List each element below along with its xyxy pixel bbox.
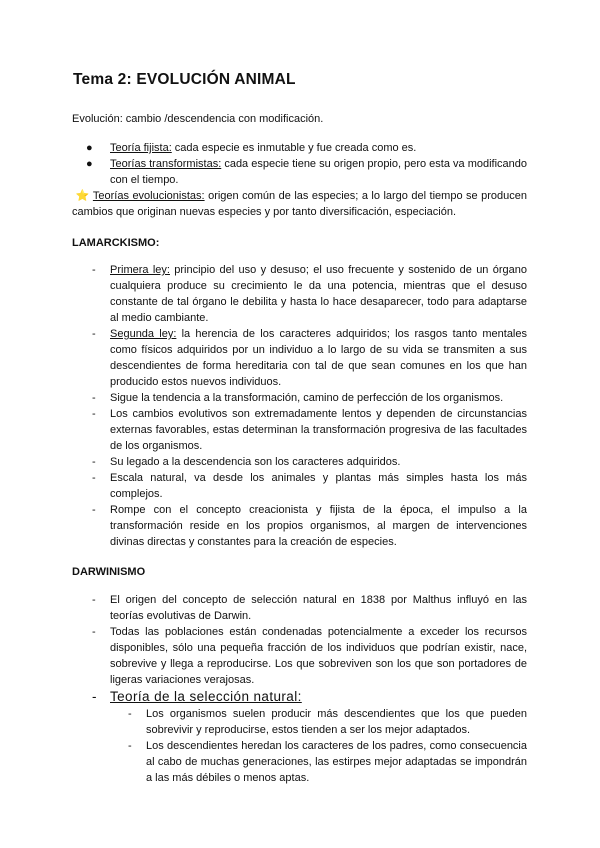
list-item xyxy=(128,738,527,786)
lamarck-heading: LAMARCKISMO: xyxy=(72,237,160,249)
item-label: Segunda ley: xyxy=(110,328,177,340)
evolutionist-paragraph xyxy=(72,188,527,220)
selection-heading: Teoría de la selección natural: xyxy=(110,689,302,704)
list-item xyxy=(92,326,527,390)
dash-marker: - xyxy=(92,594,96,606)
dash-marker: - xyxy=(92,456,96,468)
dash-marker: - xyxy=(92,626,96,638)
item-text: El origen del concepto de selección natural en 1838 por Malthus influyó en las teorías evolutivas de Darwin. xyxy=(110,594,527,622)
item-text: Su legado a la descendencia son los caracteres adquiridos. xyxy=(110,456,401,468)
list-item xyxy=(92,592,527,624)
list-item xyxy=(92,502,527,550)
list-item xyxy=(92,406,527,454)
lamarck-list xyxy=(92,262,527,550)
list-item xyxy=(92,262,527,326)
item-text: la herencia de los caracteres adquiridos; los rasgos tanto mentales como físicos adquiridos por un individuo a lo largo de su vida se transmiten a sus descendientes de forma hereditaria con tal de que sean comunes en los que han producido estos nuevos individuos. xyxy=(110,328,527,388)
list-item xyxy=(92,624,527,688)
darwin-heading: DARWINISMO xyxy=(72,566,146,578)
intro-text: Evolución: cambio /descendencia con modificación. xyxy=(72,113,324,125)
item-text: Rompe con el concepto creacionista y fijista de la época, el impulso a la transformación reside en los propios organismos, al margen de intervenciones divinas directas y constantes para la creación de especies. xyxy=(110,504,527,548)
list-item xyxy=(92,390,527,406)
item-text: Todas las poblaciones están condenadas potencialmente a exceder los recursos disponibles, sólo una pequeña fracción de los individuos que podrían existir, nace, sobrevive y llega a reproducirse. Los que sobreviven son los que son portadores de ligeras variaciones verajosas. xyxy=(110,626,527,686)
item-label: Primera ley: xyxy=(110,264,170,276)
dash-marker: - xyxy=(92,689,97,704)
selection-list xyxy=(128,706,527,786)
page-title: Tema 2: EVOLUCIÓN ANIMAL xyxy=(73,71,296,88)
dash-marker: - xyxy=(92,328,96,340)
item-text: Los organismos suelen producir más descendientes que los que pueden sobrevivir y reproducirse, estos tienden a ser los mejor adaptados. xyxy=(146,708,527,736)
dash-marker: - xyxy=(128,740,132,752)
dash-marker: - xyxy=(92,264,96,276)
list-item xyxy=(92,470,527,502)
item-text: Sigue la tendencia a la transformación, camino de perfección de los organismos. xyxy=(110,392,504,404)
list-item xyxy=(92,688,527,706)
dash-marker: - xyxy=(92,504,96,516)
item-text: principio del uso y desuso; el uso frecuente y sostenido de un órgano cualquiera produce su crecimiento le da una potencia, mientras que el desuso constante de tal órgano le debilita y hasta lo hace desaparecer, todo para adaptarse al medio cambiante. xyxy=(110,264,527,324)
dash-marker: - xyxy=(92,408,96,420)
dash-marker: - xyxy=(92,472,96,484)
list-item xyxy=(128,706,527,738)
item-label: Teoría fijista: xyxy=(110,142,172,154)
item-label: Teorías transformistas: xyxy=(110,158,222,170)
list-item xyxy=(92,454,527,470)
dash-marker: - xyxy=(92,392,96,404)
list-item xyxy=(86,140,527,156)
darwin-list xyxy=(92,592,527,706)
item-label: Teorías evolucionistas: xyxy=(92,190,205,202)
bullet-marker: ● xyxy=(86,142,93,154)
list-item xyxy=(86,156,527,188)
item-text: Escala natural, va desde los animales y plantas más simples hasta los más complejos. xyxy=(110,472,527,500)
theories-list xyxy=(86,140,527,188)
item-text: Los descendientes heredan los caracteres de los padres, como consecuencia al cabo de muchas generaciones, las estirpes mejor adaptadas se impondrán a las más débiles o menos aptas. xyxy=(146,740,527,784)
item-text: origen común de las especies; a lo largo del tiempo se producen cambios que originan nuevas especies y por tanto diversificación, especiación. xyxy=(72,190,528,218)
bullet-marker: ● xyxy=(86,158,93,170)
item-text: cada especie tiene su origen propio, pero esta va modificando con el tiempo. xyxy=(110,158,528,186)
item-text: Los cambios evolutivos son extremadamente lentos y dependen de circunstancias externas favorables, estas determinan la transformación progresiva de las facultades de los organismos. xyxy=(110,408,527,452)
item-text: cada especie es inmutable y fue creada como es. xyxy=(171,142,417,154)
star-icon: ⭐ xyxy=(75,190,90,202)
dash-marker: - xyxy=(128,708,132,720)
